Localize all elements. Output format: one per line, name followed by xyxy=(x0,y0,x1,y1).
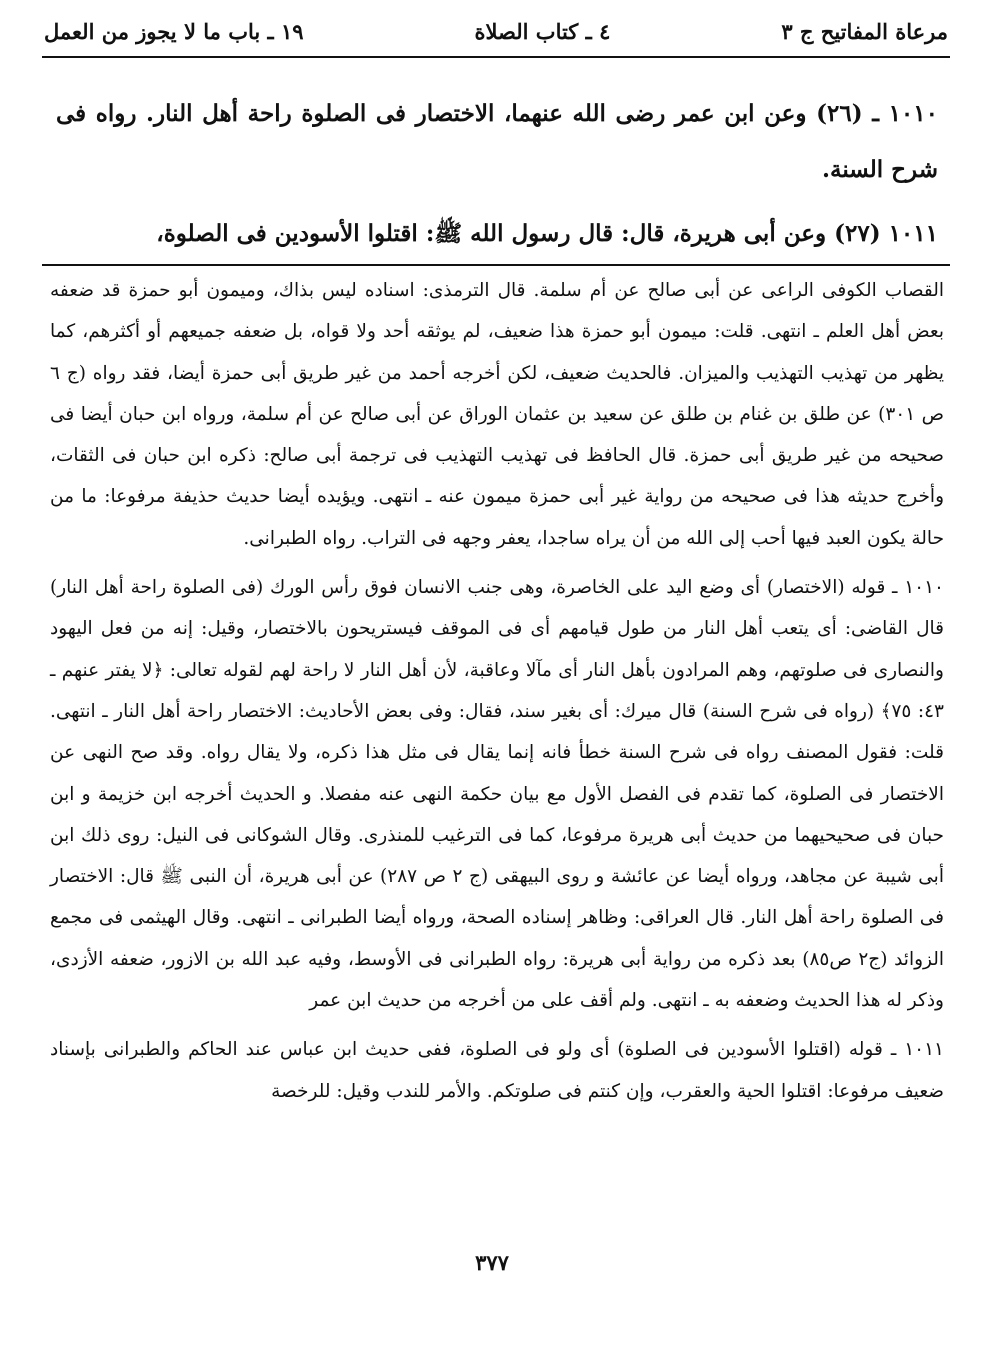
page-number: ٣٧٧ xyxy=(475,1250,509,1275)
running-header xyxy=(44,10,948,52)
commentary-divider xyxy=(42,264,950,266)
header-chapter-title: ٤ ـ كتاب الصلاة xyxy=(474,18,611,44)
commentary-paragraph: القصاب الكوفى الراعى عن أبى صالح عن أم سلمة. قال الترمذى: اسناده ليس بذاك، وميمون أبو حمزة قد ضعفه بعض أهل العلم ـ انتهى. قلت: ميمون أبو حمزة هذا ضعيف، لم يوثقه أحد ولا قواه، بل ضعفه جميعهم أو أكثرهم، كما يظهر من تهذيب التهذيب والميزان. فالحديث ضعيف، لكن أخرجه أحمد من غير طريق أبى حمزة أيضا، فقد رواه (ج ٦ ص ٣٠١) عن طلق بن غنام بن طلق عن سعيد بن عثمان الوراق عن أبى صالح عن أم سلمة، ورواه ابن حبان أيضا فى صحيحه من غير طريق أبى حمزة. قال الحافظ فى تهذيب التهذيب فى ترجمة أبى صالح: ذكره ابن حبان فى الثقات، وأخرج حديثه هذا فى صحيحه من رواية غير أبى حمزة ميمون عنه ـ انتهى. ويؤيده أيضا حديث حذيفة مرفوعا: ما من حالة يكون العبد فيها أحب إلى الله من أن يراه ساجدا، يعفر وجهه فى التراب. رواه الطبرانى. xyxy=(50,280,944,549)
header-divider xyxy=(42,56,950,58)
commentary-paragraph: ١٠١٠ ـ قوله (الاختصار) أى وضع اليد على الخاصرة، وهى جنب الانسان فوق رأس الورك (فى الصلوة راحة أهل النار) قال القاضى: أى يتعب أهل النار من طول قيامهم أى فى الموقف فيستريحون بالاختصار، وقيل: إنه من فعل اليهود والنصارى فى صلوتهم، وهم المرادون بأهل النار أى مآلا وعاقبة، لأن أهل النار لا راحة لهم لقوله تعالى: ﴿لا يفتر عنهم ـ ٤٣: ٧٥﴾ (رواه فى شرح السنة) قال ميرك: أى بغير سند، فقال: وفى بعض الأحاديث: الاختصار راحة أهل النار ـ انتهى. قلت: فقول المصنف رواه فى شرح السنة خطأ فانه إنما يقال فى مثل هذا ذكره، ولا يقال رواه. وقد صح النهى عن الاختصار فى الصلوة، كما تقدم فى الفصل الأول مع بيان حكمة النهى عنه مفصلا. و الحديث أخرجه ابن خزيمة و ابن حبان فى صحيحيهما من حديث أبى هريرة مرفوعا، كما فى الترغيب للمنذرى. وقال الشوكانى فى النيل: روى ذلك ابن أبى شيبة عن مجاهد، ورواه أيضا عن عائشة و روى البيهقى (ج ٢ ص ٢٨٧) عن أبى هريرة، أن النبى ﷺ قال: الاختصار فى الصلوة راحة أهل النار. قال العراقى: وظاهر إسناده الصحة، ورواه أيضا الطبرانى ـ انتهى. وقال الهيثمى فى مجمع الزوائد (ج٢ ص٨٥) بعد ذكره من رواية أبى هريرة: رواه الطبرانى فى الأوسط، وفيه عبد الله بن الازور، ضعفه الأزدى، وذكر له هذا الحديث وضعفه به ـ انتهى. ولم أقف على من أخرجه من حديث ابن عمر xyxy=(50,577,945,1012)
header-section-title: ١٩ ـ باب ما لا يجوز من العمل xyxy=(44,18,304,44)
hadith-1010: ١٠١٠ ـ (٢٦) وعن ابن عمر رضى الله عنهما، الاختصار فى الصلوة راحة أهل النار. رواه فى شرح السنة. xyxy=(56,100,938,183)
commentary-paragraph: ١٠١١ ـ قوله (اقتلوا الأسودين فى الصلوة) أى ولو فى الصلوة، ففى حديث ابن عباس عند الحاكم والطبرانى بإسناد ضعيف مرفوعا: اقتلوا الحية والعقرب، وإن كنتم فى صلوتكم. والأمر للندب وقيل: للرخصة xyxy=(50,1039,944,1102)
hadith-1011: ١٠١١ (٢٧) وعن أبى هريرة، قال: قال رسول الله ﷺ: اقتلوا الأسودين فى الصلوة، xyxy=(156,220,938,247)
header-book-title: مرعاة المفاتيح ج ٣ xyxy=(781,18,948,44)
commentary-section xyxy=(50,270,944,1112)
